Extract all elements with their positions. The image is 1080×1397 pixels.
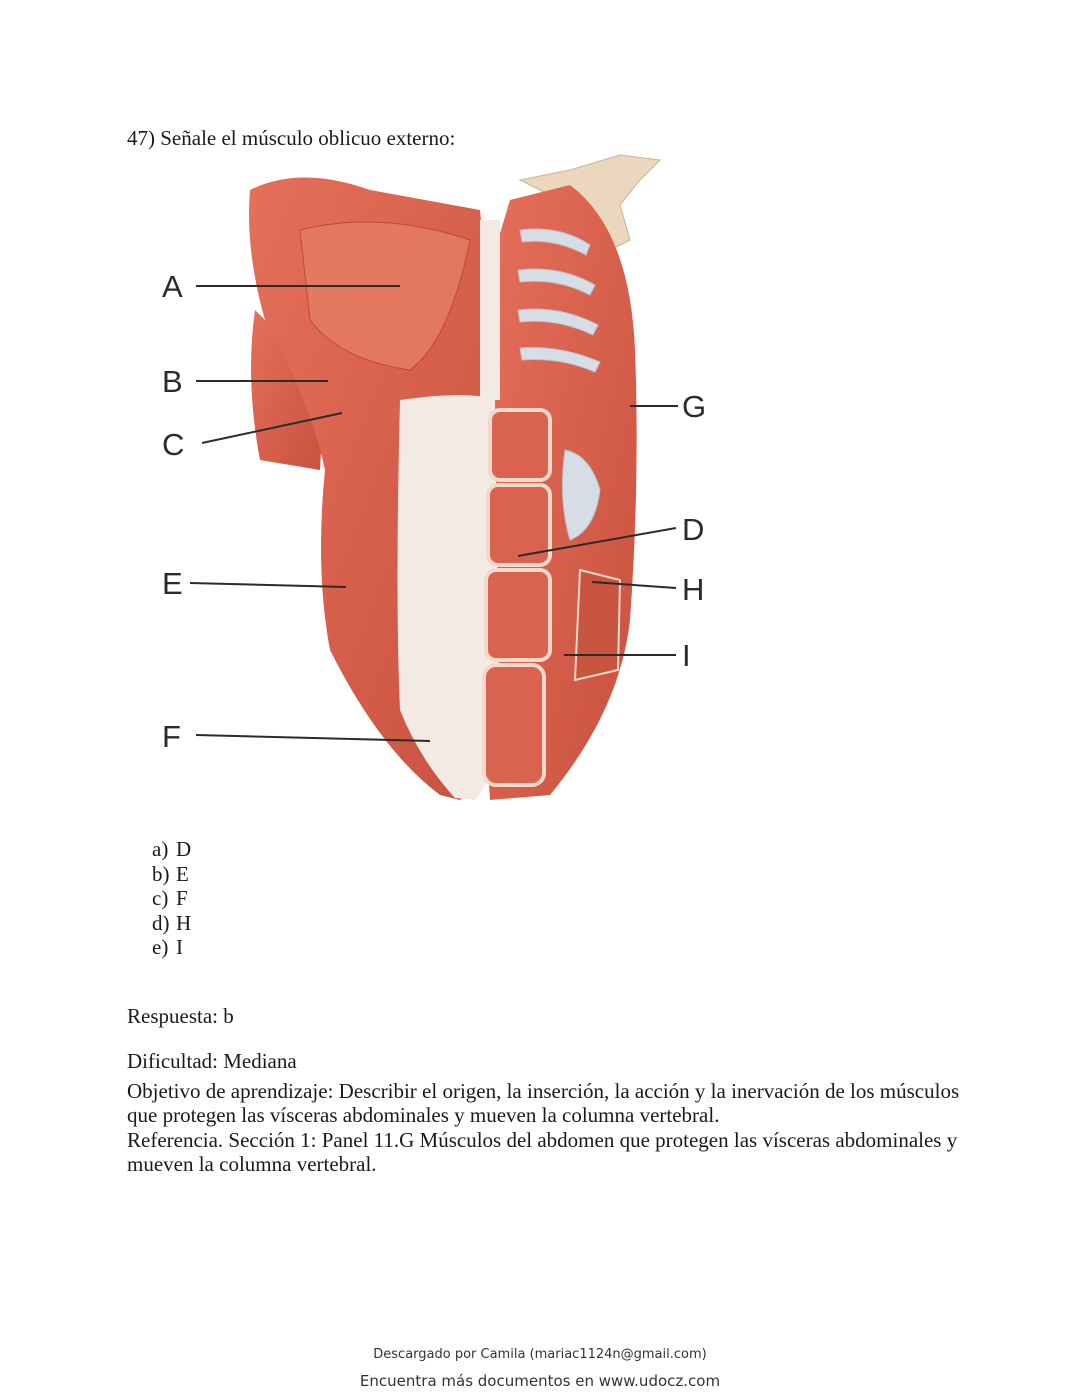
answer-options — [152, 837, 191, 960]
option-c — [152, 886, 191, 911]
option-text: H — [176, 910, 192, 935]
option-e — [152, 935, 191, 960]
label-a: A — [162, 269, 183, 304]
option-b — [152, 862, 191, 887]
option-d — [152, 911, 191, 936]
option-a — [152, 837, 191, 862]
label-b: B — [162, 364, 183, 399]
option-letter: d) — [152, 910, 170, 935]
option-text: E — [176, 861, 189, 886]
label-f: F — [162, 719, 181, 754]
option-letter: e) — [152, 935, 169, 959]
difficulty-text: Dificultad: Mediana — [127, 1049, 297, 1073]
udocz-link[interactable]: Encuentra más documentos en www.udocz.com — [359, 1372, 721, 1390]
label-e: E — [162, 566, 183, 601]
option-text: D — [176, 837, 192, 861]
question-text: 47) Señale el músculo oblicuo externo: — [127, 126, 456, 150]
option-text: F — [176, 886, 188, 910]
label-c: C — [162, 427, 185, 462]
abdominal-muscles-illustration — [150, 150, 730, 810]
label-d: D — [682, 512, 705, 547]
anatomy-figure — [150, 150, 730, 810]
option-text: I — [176, 935, 183, 959]
download-notice: Descargado por Camila (mariac1124n@gmail.com) — [373, 1347, 707, 1362]
option-letter: c) — [152, 886, 169, 910]
answer-text: Respuesta: b — [127, 1004, 234, 1028]
option-letter: a) — [152, 837, 169, 861]
label-g: G — [682, 389, 707, 424]
label-i: I — [682, 638, 691, 673]
label-h: H — [682, 572, 705, 607]
learning-objective: Objetivo de aprendizaje: Describir el origen, la inserción, la acción y la inervación de los músculos que protegen las vísceras abdominales y mueven la columna vertebral. — [127, 1079, 960, 1127]
option-letter: b) — [152, 861, 170, 886]
reference-text: Referencia. Sección 1: Panel 11.G Músculos del abdomen que protegen las vísceras abdominales y mueven la columna vertebral. — [127, 1128, 958, 1176]
